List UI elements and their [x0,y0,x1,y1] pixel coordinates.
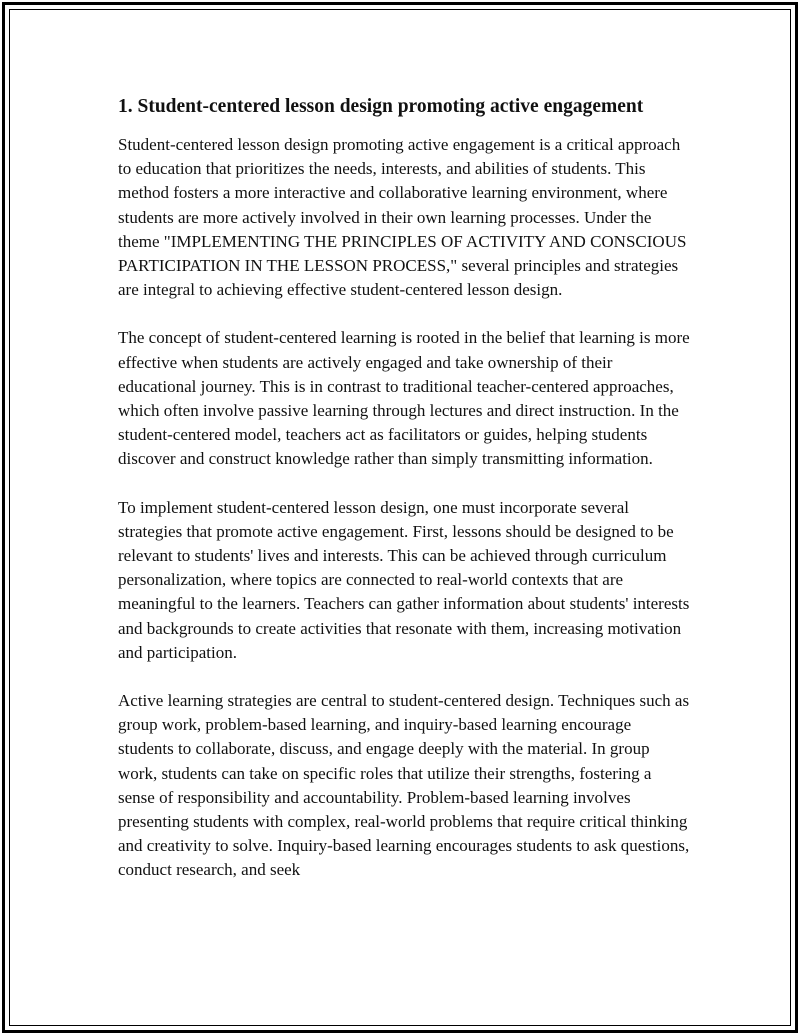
section-heading: 1. Student-centered lesson design promoting active engagement [118,96,644,117]
document-content [118,94,690,907]
paragraph-4: Active learning strategies are central to student-centered design. Techniques such as group work, problem-based learning, and inquiry-based learning encourage students to collaborate, discuss, and engage deeply with the material. In group work, students can take on specific roles that utilize their strengths, fostering a sense of responsibility and accountability. Problem-based learning involves presenting students with complex, real-world problems that require critical thinking and creativity to solve. Inquiry-based learning encourages students to ask questions, conduct research, and seek [118,691,690,880]
paragraph-3: To implement student-centered lesson design, one must incorporate several strategies that promote active engagement. First, lessons should be designed to be relevant to students' lives and interests. This can be achieved through curriculum personalization, where topics are connected to real-world contexts that are meaningful to the learners. Teachers can gather information about students' interests and backgrounds to create activities that resonate with them, increasing motivation and participation. [118,497,690,662]
paragraph-1: Student-centered lesson design promoting active engagement is a critical approach to education that prioritizes the needs, interests, and abilities of students. This method fosters a more interactive and collaborative learning environment, where students are more actively involved in their own learning processes. Under the theme "IMPLEMENTING THE PRINCIPLES OF ACTIVITY AND CONSCIOUS PARTICIPATION IN THE LESSON PROCESS," several principles and strategies are integral to achieving effective student-centered lesson design. [118,135,687,300]
paragraph-2: The concept of student-centered learning is rooted in the belief that learning is more effective when students are actively engaged and take ownership of their educational journey. This is in contrast to traditional teacher-centered approaches, which often involve passive learning through lectures and direct instruction. In the student-centered model, teachers act as facilitators or guides, helping students discover and construct knowledge rather than simply transmitting information. [118,328,690,469]
